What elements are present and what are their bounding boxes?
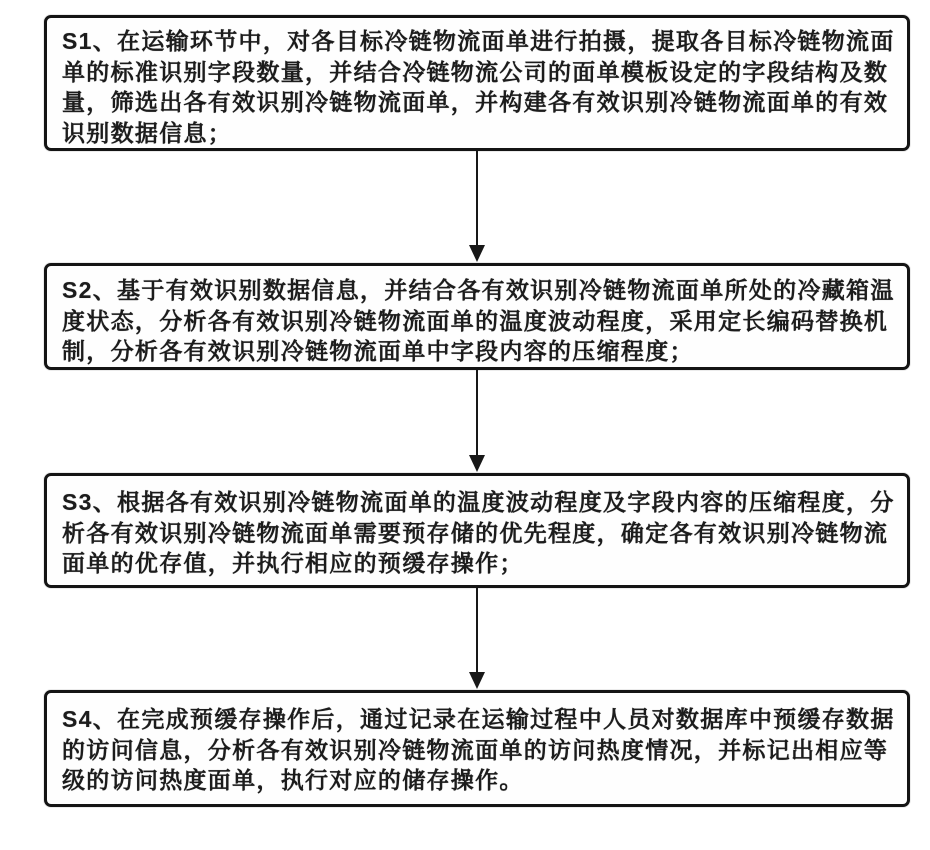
- flow-step-s2: [44, 263, 910, 370]
- step-s2-line-1: S2、基于有效识别数据信息，并结合各有效识别冷链物流面单所处的冷藏箱温: [62, 277, 895, 303]
- flow-step-s1: [44, 15, 910, 151]
- step-s2-line-2: 度状态，分析各有效识别冷链物流面单的温度波动程度，采用定长编码替换机: [62, 307, 889, 334]
- step-s1-line-1: S1、在运输环节中，对各目标冷链物流面单进行拍摄，提取各目标冷链物流面: [62, 28, 895, 54]
- arrow-head-icon: [469, 245, 485, 262]
- step-s1-line-2: 单的标准识别字段数量，并结合冷链物流公司的面单模板设定的字段结构及数: [62, 58, 889, 85]
- down-arrow-s1-to-s2: [467, 151, 487, 262]
- step-s3-line-1: S3、根据各有效识别冷链物流面单的温度波动程度及字段内容的压缩程度，分: [62, 489, 895, 515]
- step-s2-line-3: 制，分析各有效识别冷链物流面单中字段内容的压缩程度；: [62, 338, 694, 364]
- arrow-head-icon: [469, 672, 485, 689]
- down-arrow-s3-to-s4: [467, 588, 487, 689]
- step-s3-line-3: 面单的优存值，并执行相应的预缓存操作；: [62, 550, 524, 576]
- step-s3-line-2: 析各有效识别冷链物流面单需要预存储的优先程度，确定各有效识别冷链物流: [62, 519, 889, 546]
- step-s4-line-1: S4、在完成预缓存操作后，通过记录在运输过程中人员对数据库中预缓存数据: [62, 706, 895, 732]
- arrow-stem: [476, 588, 478, 673]
- step-s4-line-3: 级的访问热度面单，执行对应的储存操作。: [62, 767, 524, 793]
- down-arrow-s2-to-s3: [467, 370, 487, 472]
- arrow-stem: [476, 370, 478, 456]
- step-s1-line-4: 识别数据信息；: [62, 119, 233, 146]
- step-s1-line-3: 量，筛选出各有效识别冷链物流面单，并构建各有效识别冷链物流面单的有效: [62, 89, 889, 115]
- step-s4-line-2: 的访问信息，分析各有效识别冷链物流面单的访问热度情况，并标记出相应等: [62, 736, 889, 763]
- flow-step-s3: [44, 473, 910, 588]
- arrow-stem: [476, 151, 478, 246]
- flow-step-s4: [44, 690, 910, 807]
- arrow-head-icon: [469, 455, 485, 472]
